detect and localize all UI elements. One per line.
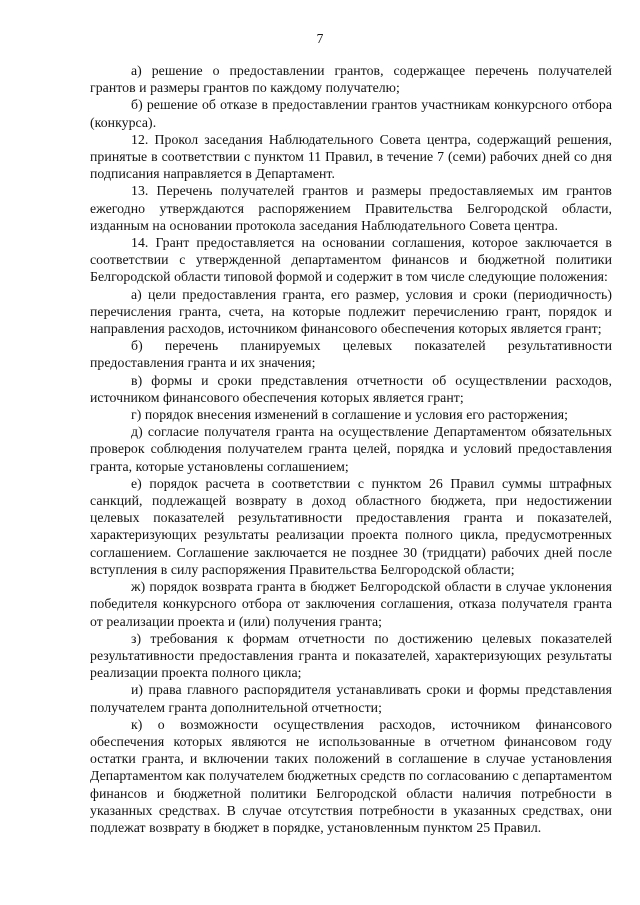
paragraph-14e: е) порядок расчета в соответствии с пунктом 26 Правил суммы штрафных санкций, подлежащей возврату в доход областного бюджета, при недостижении целевых показателей результативности предоставления гранта и показателей, характеризующих результаты реализации проекта полного цикла, предусмотренных соглашением. Соглашение заключается не позднее 30 (тридцати) рабочих дней после вступления в силу распоряжения Правительства Белгородской области; [90,475,612,577]
paragraph-11b: б) решение об отказе в предоставлении грантов участникам конкурсного отбора (конкурса). [90,97,612,130]
document-body [90,62,612,836]
page-number: 7 [316,31,324,46]
paragraph-14i: и) права главного распорядителя устанавливать сроки и формы представления получателем гранта дополнительной отчетности; [90,682,612,715]
paragraph-14g: г) порядок внесения изменений в соглашение и условия его расторжения; [131,407,569,423]
paragraph-14z: з) требования к формам отчетности по достижению целевых показателей результативности предоставления гранта и показателей, характеризующих результаты реализации проекта полного цикла; [90,630,612,681]
paragraph-13: 13. Перечень получателей грантов и размеры предоставляемых им грантов ежегодно утверждаются распоряжением Правительства Белгородской области, изданным на основании протокола заседания Наблюдательного Совета центра. [90,183,612,233]
paragraph-14d: д) согласие получателя гранта на осуществление Департаментом обязательных проверок соблюдения получателем гранта целей, порядка и условий предоставления гранта, которые установлены соглашением; [90,424,612,474]
paragraph-14a: а) цели предоставления гранта, его размер, условия и сроки (периодичность) перечисления гранта, счета, на которые подлежит перечислению грант, порядок и направления расходов, источником финансового обеспечения которых является грант; [90,286,612,337]
paragraph-14: 14. Грант предоставляется на основании соглашения, которое заключается в соответствии с утвержденной департаментом финансов и бюджетной политики Белгородской области типовой формой и содержит в том числе следующие положения: [90,235,612,285]
paragraph-11a: а) решение о предоставлении грантов, содержащее перечень получателей грантов и размеры грантов по каждому получателю; [90,63,612,96]
paragraph-12: 12. Прокол заседания Наблюдательного Совета центра, содержащий решения, принятые в соответствии с пунктом 11 Правил, в течение 7 (семи) рабочих дней со дня подписания направляется в Департамент. [90,131,612,182]
paragraph-14zh: ж) порядок возврата гранта в бюджет Белгородской области в случае уклонения победителя конкурсного отбора от заключения соглашения, отказа получателя гранта от реализации проекта и (или) получения гранта; [90,579,612,629]
paragraph-14k: к) о возможности осуществления расходов, источником финансового обеспечения которых являются не использованные в отчетном финансовом году остатки гранта, и включении таких положений в соглашение в случае установления Департаментом как получателем бюджетных средств по согласованию с департаментом финансов и бюджетной политики Белгородской области наличия потребности в указанных средствах. В случае отсутствия потребности в указанных средствах, они подлежат возврату в бюджет в порядке, установленным пунктом 25 Правил. [90,716,612,835]
paragraph-14v: в) формы и сроки представления отчетности об осуществлении расходов, источником финансового обеспечения которых является грант; [90,372,612,405]
paragraph-14b: б) перечень планируемых целевых показателей результативности предоставления гранта и их значения; [90,338,612,371]
